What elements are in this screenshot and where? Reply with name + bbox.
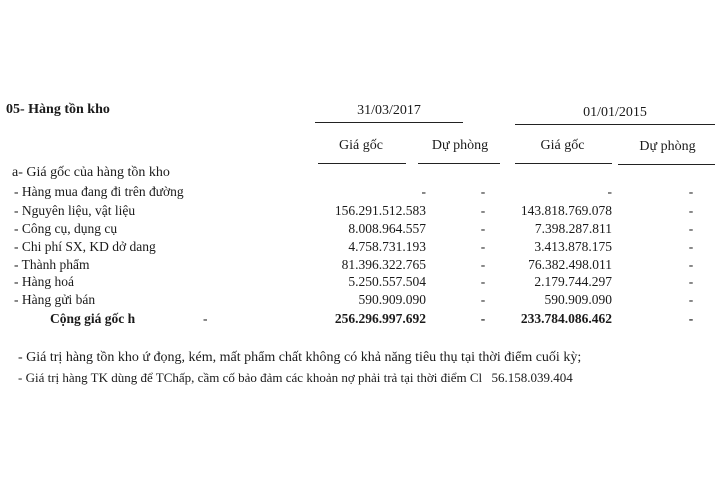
table-row <box>0 292 720 310</box>
note-pledged-value: 56.158.039.404 <box>491 370 573 385</box>
row-provision-prior: - <box>688 239 694 254</box>
row-provision-current: - <box>480 239 486 254</box>
col-head-cost-prior: Giá gốc <box>540 138 585 153</box>
col-head-underline <box>418 163 500 164</box>
row-label: - Hàng hoá <box>14 274 74 289</box>
row-provision-current: - <box>480 221 486 236</box>
total-row <box>0 311 720 329</box>
date-rule-current <box>315 122 463 123</box>
period-date-prior: 01/01/2015 <box>583 105 647 120</box>
table-row <box>0 274 720 292</box>
row-cost-current: 156.291.512.583 <box>334 203 426 218</box>
row-cost-prior: 590.909.090 <box>544 292 612 307</box>
row-cost-prior: 2.179.744.297 <box>534 274 612 289</box>
row-cost-prior: 143.818.769.078 <box>520 203 612 218</box>
total-provision-prior: - <box>688 311 694 326</box>
row-provision-prior: - <box>688 292 694 307</box>
row-provision-current: - <box>480 257 486 272</box>
row-cost-current: - <box>421 184 426 199</box>
row-cost-current: 5.250.557.504 <box>348 274 426 289</box>
row-label: - Công cụ, dụng cụ <box>14 221 118 236</box>
row-provision-current: - <box>480 292 486 307</box>
row-provision-current: - <box>480 203 486 218</box>
total-provision-current: - <box>480 311 486 326</box>
col-head-underline <box>618 164 715 165</box>
note-pledged-text: - Giá trị hàng TK dùng để TChấp, cầm cố bảo đảm các khoản nợ phải trả tại thời điểm Cl <box>18 370 483 385</box>
row-provision-prior: - <box>688 274 694 289</box>
row-label: - Hàng gửi bán <box>14 292 96 307</box>
table-row <box>0 221 720 239</box>
col-head-underline <box>515 163 612 164</box>
row-label: - Hàng mua đang đi trên đường <box>14 184 184 199</box>
date-rule-prior <box>515 124 715 125</box>
total-cost-current: 256.296.997.692 <box>334 311 426 326</box>
group-label: a- Giá gốc của hàng tồn kho <box>12 165 170 180</box>
col-head-cost-current: Giá gốc <box>339 138 383 153</box>
col-head-provision-current: Dự phòng <box>431 138 489 153</box>
row-cost-prior: 3.413.878.175 <box>534 239 612 254</box>
row-provision-current: - <box>480 274 486 289</box>
table-row <box>0 239 720 257</box>
row-label: - Thành phẩm <box>14 257 90 272</box>
row-provision-prior: - <box>688 184 694 199</box>
col-head-provision-prior: Dự phòng <box>639 139 696 154</box>
row-cost-prior: 7.398.287.811 <box>534 221 612 236</box>
table-row <box>0 257 720 275</box>
total-cost-prior: 233.784.086.462 <box>520 311 612 326</box>
row-cost-prior: - <box>607 184 612 199</box>
period-date-current: 31/03/2017 <box>357 103 421 118</box>
note-obsolete-inventory: - Giá trị hàng tồn kho ứ đọng, kém, mất phẩm chất không có khả năng tiêu thụ tại thời điểm cuối kỳ; <box>18 350 582 365</box>
row-cost-prior: 76.382.498.011 <box>528 257 612 272</box>
col-head-underline <box>318 163 406 164</box>
section-title: 05- Hàng tồn kho <box>6 102 110 117</box>
row-label: - Chi phí SX, KD dở dang <box>14 239 156 254</box>
total-dash: - <box>203 311 208 326</box>
row-provision-prior: - <box>688 221 694 236</box>
row-cost-current: 590.909.090 <box>358 292 426 307</box>
row-provision-prior: - <box>688 203 694 218</box>
row-provision-current: - <box>480 184 486 199</box>
table-row <box>0 203 720 221</box>
table-row <box>0 184 720 202</box>
row-cost-current: 81.396.322.765 <box>341 257 426 272</box>
row-cost-current: 4.758.731.193 <box>348 239 426 254</box>
total-label: Cộng giá gốc h <box>50 311 136 326</box>
row-cost-current: 8.008.964.557 <box>348 221 426 236</box>
note-pledged-inventory <box>18 370 573 386</box>
row-provision-prior: - <box>688 257 694 272</box>
row-label: - Nguyên liệu, vật liệu <box>14 203 136 218</box>
